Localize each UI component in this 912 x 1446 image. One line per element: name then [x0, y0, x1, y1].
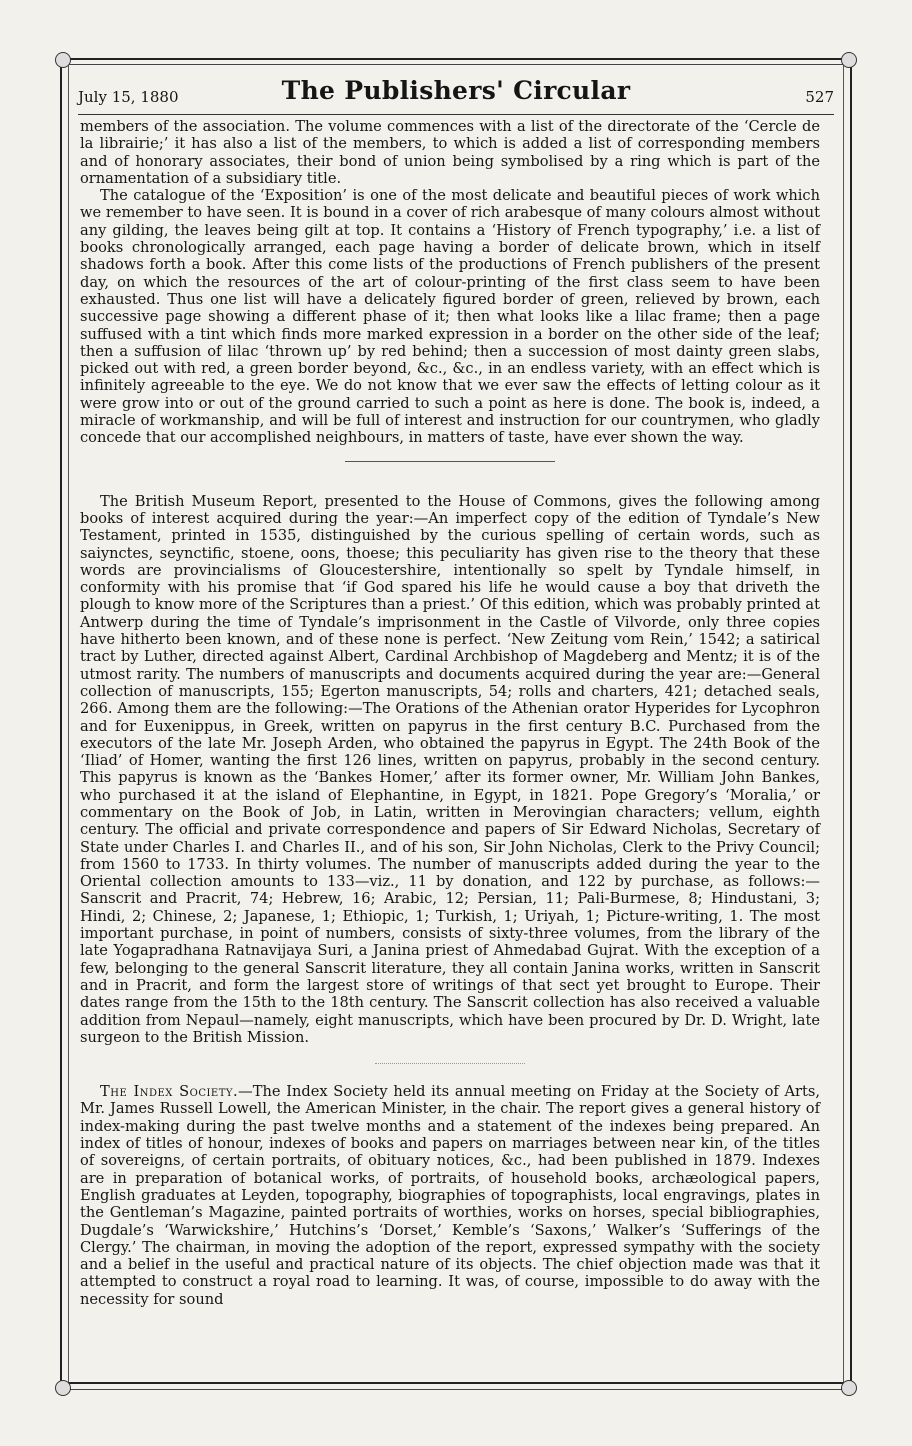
paragraph-exposition-catalogue: The catalogue of the ‘Exposition’ is one of the most delicate and beautiful pieces of work which we remember to have seen. It is bound in a cover of rich arabesque of many colours almost without any gilding, the leaves being gilt at top. It contains a ‘History of French typography,’ i.e. a list of books chronologically arranged, each page having a border of delicate brown, which in itself shadows forth a book. After this come lists of the productions of French publishers of the present day, on which the resources of the art of colour-printing of the first class seem to have been exhausted. Thus one list will have a delicately figured border of green, relieved by brown, each successive page showing a different phase of it; then what looks like a lilac frame; then a page suffused with a tint which finds more marked expression in a border on the other side of the leaf; then a suffusion of lilac ‘thrown up’ by red behind; then a succession of most dainty green slabs, picked out with red, a green border beyond, &c., &c., in an endless variety, with an effect which is infinitely agreeable to the eye. We do not know that we ever saw the effects of letting colour as it were grow into or out of the ground carried to such a point as here is done. The book is, indeed, a miracle of workmanship, and will be full of interest and instruction for our countrymen, who gladly concede that our accomplished neighbours, in matters of taste, have ever shown the way. — [80, 187, 820, 447]
paragraph-index-society — [80, 1083, 820, 1308]
frame-corner-ornament — [841, 1380, 857, 1396]
frame-left-border — [60, 58, 69, 1390]
frame-top-rule — [58, 58, 854, 60]
frame-corner-ornament — [55, 1380, 71, 1396]
header-date: July 15, 1880 — [78, 88, 179, 106]
header-rule — [78, 114, 834, 115]
page-title: The Publishers' Circular — [281, 76, 631, 105]
section-divider — [375, 1063, 525, 1064]
page-content — [80, 118, 820, 1308]
index-society-heading: The Index Society. — [100, 1083, 239, 1101]
frame-right-border — [843, 58, 852, 1390]
frame-corner-ornament — [55, 52, 71, 68]
frame-bottom-rule — [58, 1382, 854, 1384]
page-header — [78, 76, 834, 110]
paragraph-british-museum-report: The British Museum Report, presented to the House of Commons, gives the following among books of interest acquired during the year:—An imperfect copy of the edition of Tyndale’s New Testament, printed in 1535, distinguished by the curious spelling of certain words, such as saiynctes, seynctific, stoene, oons, thoese; this peculiarity has given rise to the theory that these words are provincialisms of Gloucestershire, intentionally so spelt by Tyndale himself, in conformity with his promise that ‘if God spared his life he would cause a boy that driveth the plough to know more of the Scriptures than a priest.’ Of this edition, which was probably printed at Antwerp during the time of Tyndale’s imprisonment in the Castle of Vilvorde, only three copies have hitherto been known, and of these none is perfect. ‘New Zeitung vom Rein,’ 1542; a satirical tract by Luther, directed against Albert, Cardinal Archbishop of Magdeberg and Mentz; it is of the utmost rarity. The numbers of manuscripts and documents acquired during the year are:—General collection of manuscripts, 155; Egerton manuscripts, 54; rolls and charters, 421; detached seals, 266. Among them are the following:—The Orations of the Athenian orator Hyperides for Lycophron and for Euxenippus, in Greek, written on papyrus in the first century B.C. Purchased from the executors of the late Mr. Joseph Arden, who obtained the papyrus in Egypt. The 24th Book of the ‘Iliad’ of Homer, wanting the first 126 lines, written on papyrus, probably in the second century. This papyrus is known as the ‘Bankes Homer,’ after its former owner, Mr. William John Bankes, who purchased it at the island of Elephantine, in Egypt, in 1821. Pope Gregory’s ‘Moralia,’ or commentary on the Book of Job, in Latin, written in Merovingian characters; vellum, eighth century. The official and private correspondence and papers of Sir Edward Nicholas, Secretary of State under Charles I. and Charles II., and of his son, Sir John Nicholas, Clerk to the Privy Council; from 1560 to 1733. In thirty volumes. The number of manuscripts added during the year to the Oriental collection amounts to 133—viz., 11 by donation, and 122 by purchase, as follows:—Sanscrit and Pracrit, 74; Hebrew, 16; Arabic, 12; Persian, 11; Pali-Burmese, 8; Hindustani, 3; Hindi, 2; Chinese, 2; Japanese, 1; Ethiopic, 1; Turkish, 1; Uriyah, 1; Picture-writing, 1. The most important purchase, in point of numbers, consists of sixty-three volumes, from the library of the late Yogapradhana Ratnavijaya Suri, a Janina priest of Ahmedabad Gujrat. With the exception of a few, belonging to the general Sanscrit literature, they all contain Janina works, written in Sanscrit and in Pracrit, and form the largest store of writings of that sect yet brought to Europe. Their dates range from the 15th to the 18th century. The Sanscrit collection has also received a valuable addition from Nepaul—namely, eight manuscripts, which have been procured by Dr. D. Wright, late surgeon to the British Mission. — [80, 492, 820, 1046]
frame-corner-ornament — [841, 52, 857, 68]
paragraph-cercle-librairie: members of the association. The volume commences with a list of the directorate of the ‘Cercle de la librairie;’ it has also a list of the members, to which is added a list of corresponding members and of honorary associates, their bond of union being symbolised by a ring which is part of the ornamentation of a subsidiary title. — [80, 118, 820, 187]
frame-top-rule-inner — [58, 64, 854, 65]
section-divider — [345, 461, 555, 462]
page-number: 527 — [805, 88, 834, 106]
index-society-text: —The Index Society held its annual meeting on Friday at the Society of Arts, Mr. James Russell Lowell, the American Minister, in the chair. The report gives a general history of index-making during the past twelve months and a statement of the indexes being prepared. An index of titles of honour, indexes of books and papers on marriages between near kin, of the titles of sovereigns, of certain portraits, of obituary notices, &c., had been published in 1879. Indexes are in preparation of botanical works, of portraits, of household books, archæological papers, English graduates at Leyden, topography, biographies of topographists, local engravings, plates in the Gentleman’s Magazine, painted portraits of worthies, works on horses, special bibliographies, Dugdale’s ‘Warwickshire,’ Hutchins’s ‘Dorset,’ Kemble’s ‘Saxons,’ Walker’s ‘Sufferings of the Clergy.’ The chairman, in moving the adoption of the report, expressed sympathy with the society and a belief in the useful and practical nature of its objects. The chief objection made was that it attempted to construct a royal road to learning. It was, of course, impossible to do away with the necessity for sound — [80, 1083, 820, 1308]
frame-bottom-rule-inner — [58, 1389, 854, 1390]
